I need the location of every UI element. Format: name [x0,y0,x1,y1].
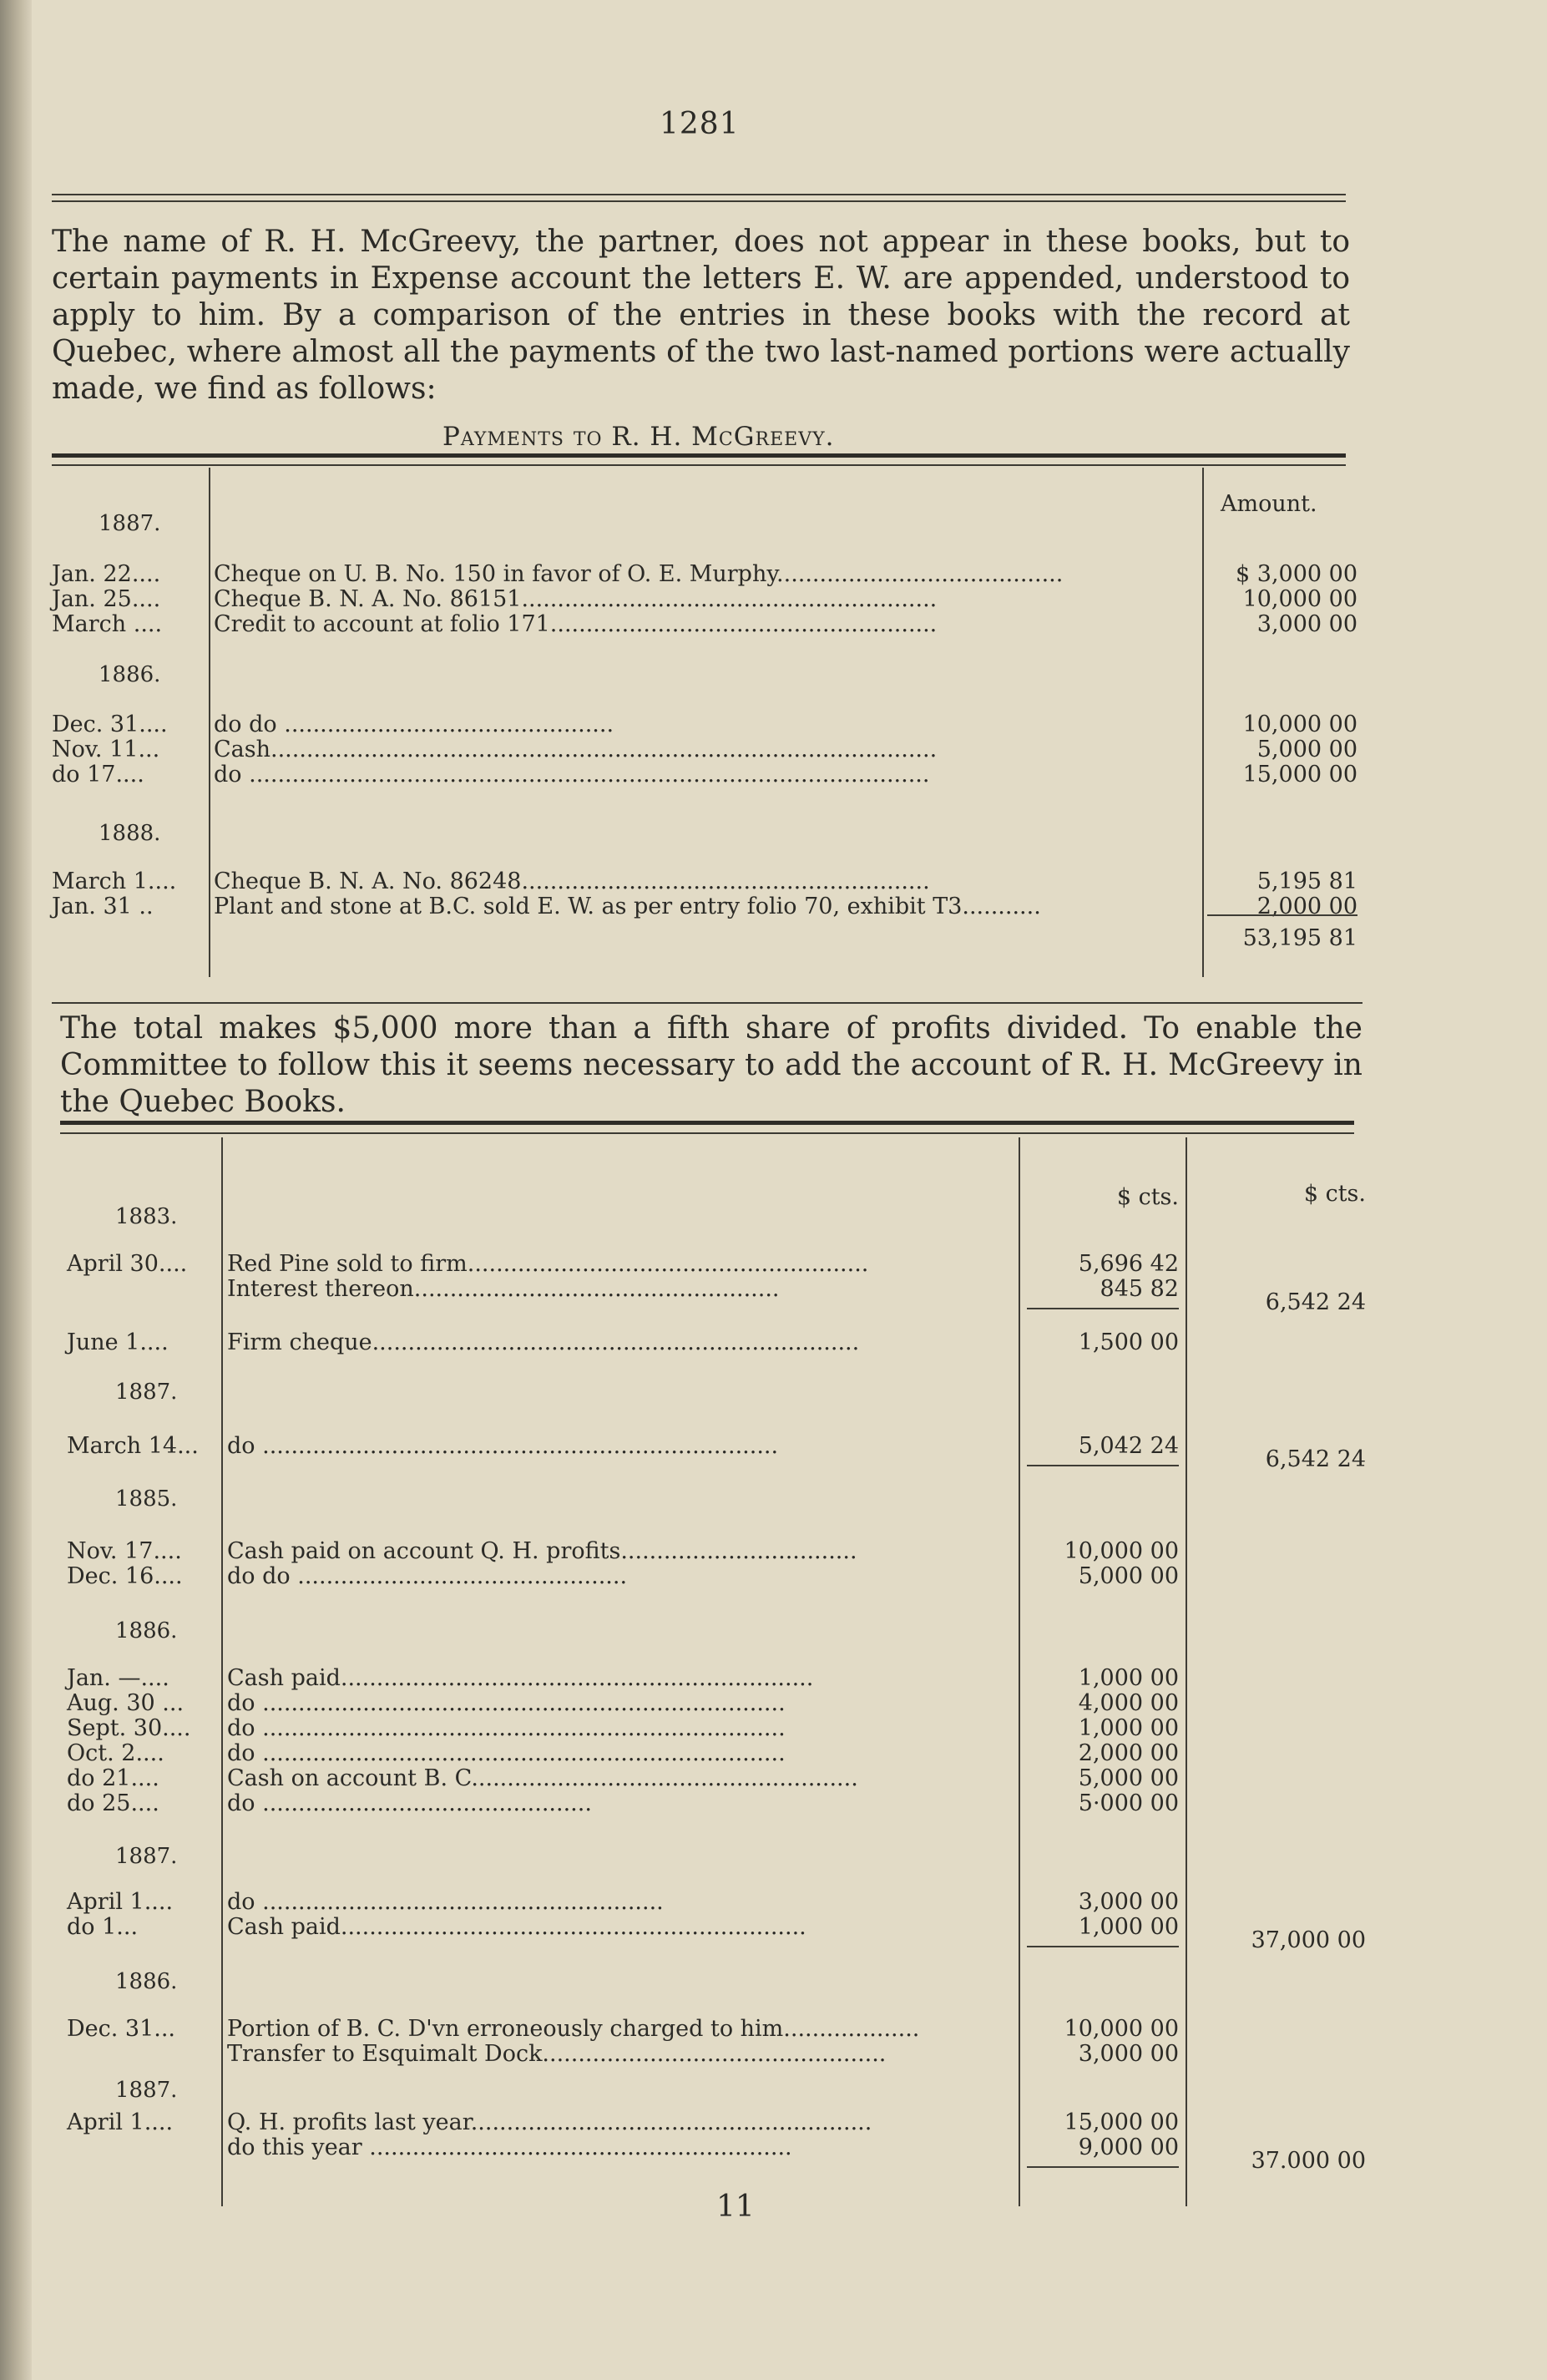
entry-amount: 5,000 00 [1078,1563,1179,1589]
table1-amount-divider [1202,468,1204,977]
year-heading: 1887. [115,2078,178,2103]
entry-amount: 2,000 00 [1256,894,1357,919]
page-number: 1281 [660,107,740,141]
table2-desc-divider [1019,1137,1020,2206]
entry-date: April 1.... [67,1889,174,1915]
entry-description: Transfer to Esquimalt Dock................................................ [227,2041,887,2067]
entry-date: Jan. —.... [67,1665,169,1691]
table1-bottom-rule [52,1002,1362,1004]
entry-description: Firm cheque.................................................................... [227,1329,860,1355]
table2-date-divider [221,1137,223,2206]
table2-top-rule [60,1121,1354,1125]
entry-amount: 9,000 00 [1078,2134,1179,2160]
entry-amount: 4,000 00 [1078,1690,1179,1716]
year-heading: 1885. [115,1486,178,1512]
entry-date: Sept. 30.... [67,1715,191,1741]
entry-amount: 10,000 00 [1064,1538,1179,1564]
entry-date: March 1.... [52,868,177,894]
entry-date: Dec. 31.... [52,711,168,737]
subtotal-rule [1027,2166,1179,2168]
entry-amount: 15,000 00 [1242,762,1357,787]
entry-description: Cash paid.................................................................. [227,1665,814,1691]
column-header-dollars-cents: $ cts. [1303,1181,1366,1207]
entry-amount: 845 82 [1100,1276,1179,1302]
entry-date: April 1.... [67,2109,174,2135]
table2-amount-divider [1186,1137,1187,2206]
entry-description: Red Pine sold to firm........................................................ [227,1251,869,1277]
entry-date: Dec. 16.... [67,1563,183,1589]
year-heading: 1886. [99,662,161,687]
entry-amount: 10,000 00 [1064,2016,1179,2042]
subtotal-rule [1027,1308,1179,1309]
entry-date: March .... [52,611,163,637]
entry-date: Jan. 31 .. [52,894,154,919]
entry-description: Cheque B. N. A. No. 86151.......................................................... [214,586,938,612]
entry-amount: 2,000 00 [1078,1740,1179,1766]
entry-description: do ......................................................................... [227,1690,786,1716]
year-heading: 1886. [115,1618,178,1643]
entry-description: do ........................................................................ [227,1433,779,1459]
entry-description: Plant and stone at B.C. sold E. W. as per entry folio 70, exhibit T3........... [214,894,1041,919]
entry-amount: 5,000 00 [1078,1765,1179,1791]
entry-amount: 1,000 00 [1078,1914,1179,1940]
year-heading: 1888. [99,821,161,846]
entry-date: Oct. 2.... [67,1740,164,1766]
entry-date: do 25.... [67,1790,159,1816]
top-rule [52,194,1346,195]
entry-amount: 5,042 24 [1078,1433,1179,1459]
entry-amount: 5,000 00 [1256,737,1357,762]
subtotal-amount: 6,542 24 [1265,1446,1366,1472]
entry-description: do this year ........................................................... [227,2134,792,2160]
entry-description: Q. H. profits last year........................................................ [227,2109,872,2135]
entry-date: March 14... [67,1433,199,1459]
entry-amount: 10,000 00 [1242,711,1357,737]
entry-amount: 1,500 00 [1078,1329,1179,1355]
subtotal-rule [1027,1465,1179,1466]
table1-caption: Payments to R. H. McGreevy. [442,422,835,452]
entry-description: do do .............................................. [227,1563,628,1589]
entry-description: do ............................................................................................... [214,762,930,787]
entry-date: Dec. 31... [67,2016,176,2042]
entry-amount: 10,000 00 [1242,586,1357,612]
entry-date: Jan. 22.... [52,561,161,587]
table1-date-divider [209,468,210,977]
column-header-dollars-cents: $ cts. [1116,1184,1179,1210]
entry-description: Cash paid on account Q. H. profits................................. [227,1538,857,1564]
entry-date: do 21.... [67,1765,159,1791]
entry-amount: 5,696 42 [1078,1251,1179,1277]
entry-date: April 30.... [67,1251,188,1277]
entry-date: do 17.... [52,762,144,787]
entry-description: Cheque on U. B. No. 150 in favor of O. E. Murphy........................................ [214,561,1064,587]
top-rule [52,200,1346,202]
entry-description: do ........................................................ [227,1889,664,1915]
subtotal-amount: 6,542 24 [1265,1289,1366,1315]
entry-date: Nov. 11... [52,737,160,762]
subtotal-amount: 37,000 00 [1251,1927,1366,1953]
entry-amount: 3,000 00 [1256,611,1357,637]
entry-date: do 1... [67,1914,139,1940]
year-heading: 1887. [115,1380,178,1405]
entry-description: do .............................................. [227,1790,592,1816]
entry-amount: $ 3,000 00 [1236,561,1357,587]
entry-amount: 1,000 00 [1078,1665,1179,1691]
year-heading: 1887. [99,511,161,536]
middle-paragraph: The total makes $5,000 more than a fifth share of profits divided. To enable the Committee to follow this it seems necessary to add the account of R. H. McGreevy in the Quebec Books. [60,1011,1362,1119]
year-heading: 1887. [115,1844,178,1869]
entry-date: Jan. 25.... [52,586,161,612]
table2-top-rule [60,1132,1354,1134]
entry-amount: 1,000 00 [1078,1715,1179,1741]
table1-top-rule [52,464,1346,466]
entry-amount: 5,195 81 [1256,868,1357,894]
year-heading: 1886. [115,1969,178,1994]
intro-paragraph: The name of R. H. McGreevy, the partner, does not appear in these books, but to certain payments in Expense account the letters E. W. are appended, understood to apply to him. By a comparison of the entries in these books with the record at Quebec, where almost all the payments of the two last-named portions were actually made, we find as follows: [52,225,1350,406]
entry-description: Cash paid................................................................. [227,1914,806,1940]
entry-date: Aug. 30 ... [67,1690,185,1716]
table1-total: 53,195 81 [1242,925,1357,951]
subtotal-amount: 37.000 00 [1251,2148,1366,2174]
year-heading: 1883. [115,1204,178,1229]
amount-header: Amount. [1221,491,1317,517]
entry-description: Cheque B. N. A. No. 86248......................................................... [214,868,930,894]
entry-description: Cash............................................................................................. [214,737,938,762]
entry-description: Interest thereon................................................... [227,1276,780,1302]
entry-date: June 1.... [67,1329,169,1355]
subtotal-rule [1027,1946,1179,1947]
entry-amount: 5·000 00 [1078,1790,1179,1816]
entry-description: Credit to account at folio 171...................................................... [214,611,938,637]
entry-date: Nov. 17.... [67,1538,182,1564]
entry-amount: 3,000 00 [1078,1889,1179,1915]
entry-amount: 3,000 00 [1078,2041,1179,2067]
entry-description: do ......................................................................... [227,1715,786,1741]
footer-page-number: 11 [716,2190,755,2224]
table1-total-rule [1207,914,1357,916]
entry-description: Portion of B. C. D'vn erroneously charged to him................... [227,2016,920,2042]
entry-description: do do .............................................. [214,711,614,737]
entry-amount: 15,000 00 [1064,2109,1179,2135]
book-binding-edge [0,0,32,2380]
entry-description: Cash on account B. C...................................................... [227,1765,858,1791]
table1-top-rule [52,453,1346,458]
entry-description: do ......................................................................... [227,1740,786,1766]
